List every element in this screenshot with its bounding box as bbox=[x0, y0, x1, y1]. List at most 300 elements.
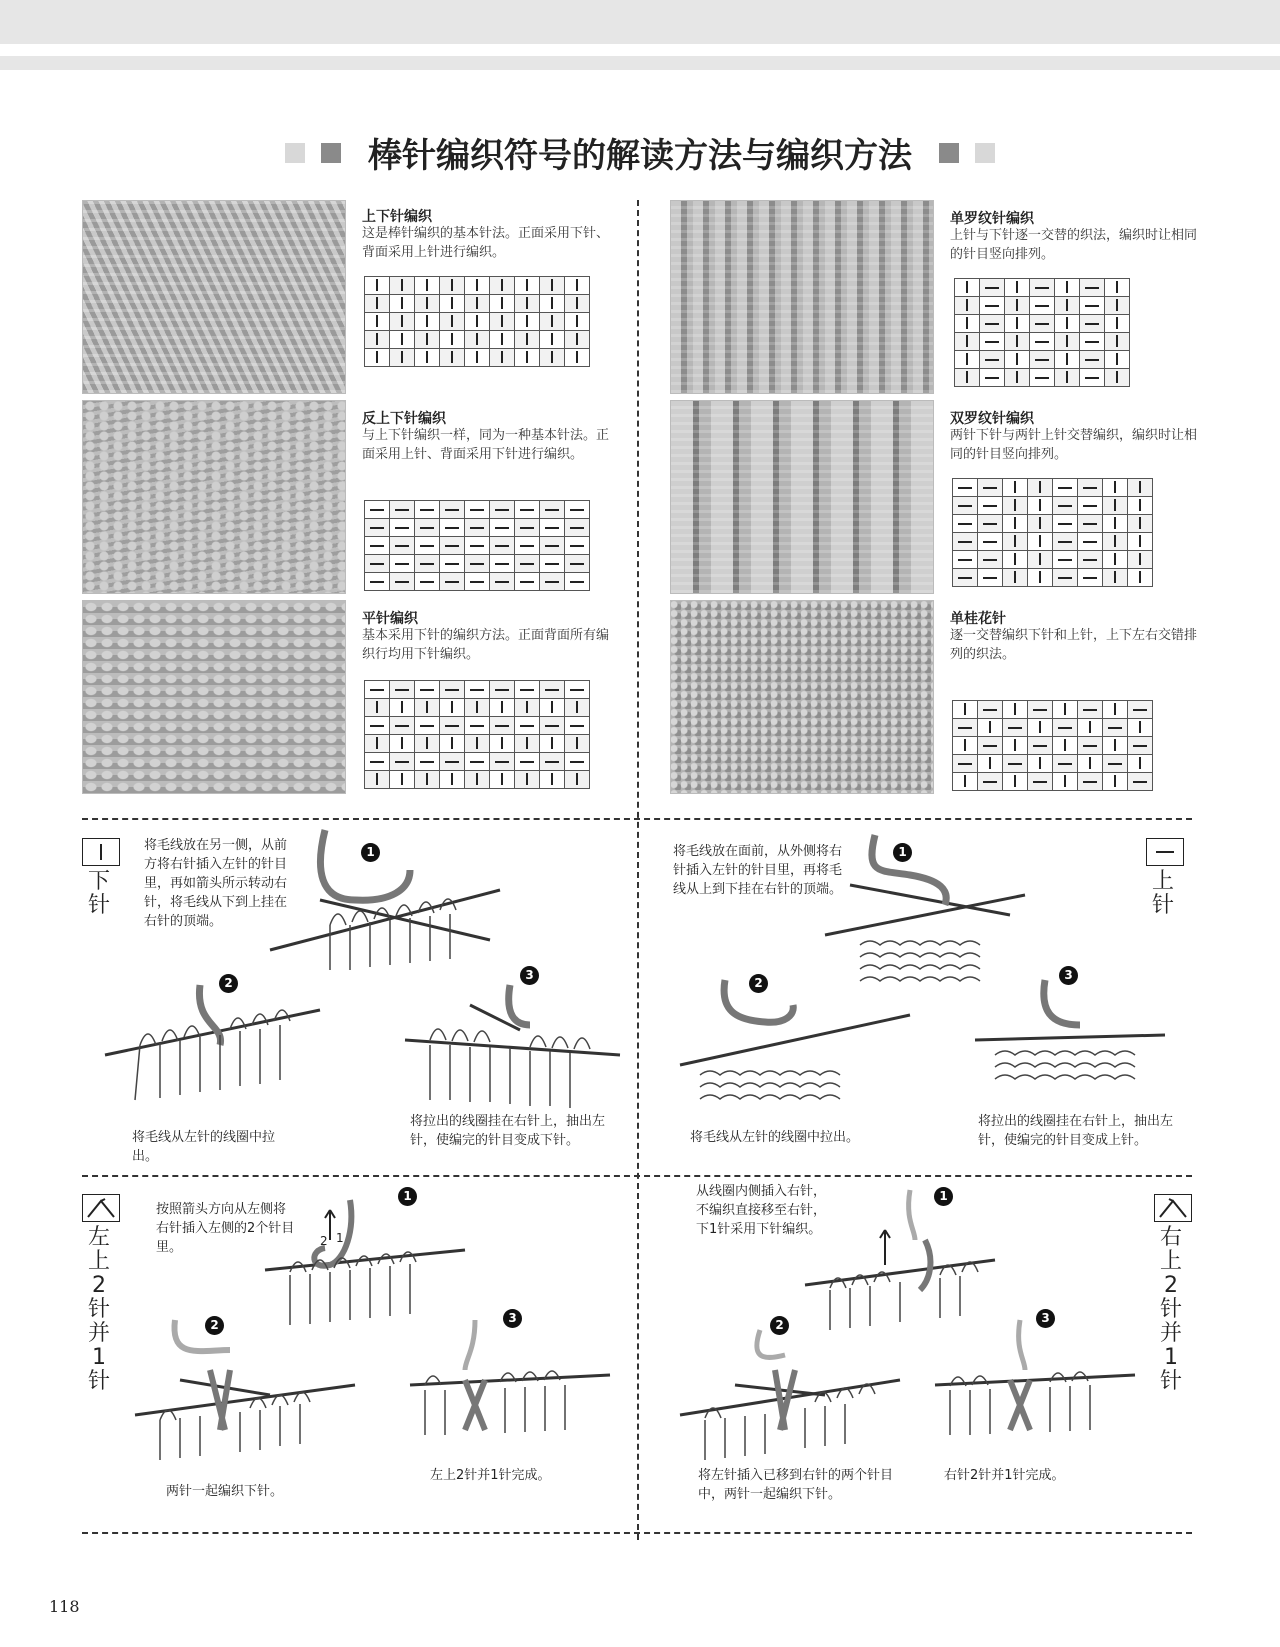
knit-symbol-icon bbox=[551, 737, 553, 749]
purl-symbol-icon bbox=[395, 725, 409, 727]
chart-cell bbox=[490, 573, 515, 591]
chart-cell bbox=[540, 573, 565, 591]
purl-symbol-icon bbox=[395, 581, 409, 583]
chart-cell bbox=[1053, 755, 1078, 773]
knit-symbol-icon bbox=[551, 279, 553, 291]
chart-cell bbox=[540, 501, 565, 519]
chart-cell bbox=[1080, 333, 1105, 351]
chart-cell bbox=[953, 533, 978, 551]
knit-symbol-icon bbox=[964, 703, 966, 715]
knit-symbol-icon bbox=[501, 315, 503, 327]
knit-symbol-icon bbox=[501, 773, 503, 785]
chart-cell bbox=[440, 573, 465, 591]
purl-symbol-icon bbox=[1156, 851, 1174, 853]
knit-symbol-icon bbox=[1089, 721, 1091, 733]
top-band bbox=[0, 0, 1280, 44]
purl-symbol-icon bbox=[470, 581, 484, 583]
chart-cell bbox=[490, 753, 515, 771]
knit-symbol-icon bbox=[551, 701, 553, 713]
chart-cell bbox=[490, 717, 515, 735]
chart-cell bbox=[465, 735, 490, 753]
purl-symbol-icon bbox=[958, 727, 972, 729]
purl-symbol-icon bbox=[370, 563, 384, 565]
knit-symbol-icon bbox=[401, 333, 403, 345]
purl-symbol-icon bbox=[470, 563, 484, 565]
knit-symbol-icon bbox=[1114, 739, 1116, 751]
chart-cell bbox=[465, 771, 490, 789]
chart-cell bbox=[1080, 297, 1105, 315]
knit-symbol-icon bbox=[1139, 721, 1141, 733]
chart-row bbox=[953, 773, 1153, 791]
chart-row bbox=[365, 501, 590, 519]
chart-cell bbox=[978, 533, 1003, 551]
chart-cell bbox=[1055, 315, 1080, 333]
chart-cell bbox=[978, 737, 1003, 755]
chart-cell bbox=[490, 771, 515, 789]
purl-symbol-icon bbox=[420, 581, 434, 583]
chart-cell bbox=[565, 277, 590, 295]
stitch-desc: 逐一交替编织下针和上针，上下左右交错排列的织法。 bbox=[950, 628, 1198, 662]
chart-cell bbox=[1053, 479, 1078, 497]
chart-cell bbox=[365, 537, 390, 555]
chart-cell bbox=[540, 519, 565, 537]
deco-square-icon bbox=[285, 143, 305, 163]
title-bar bbox=[0, 128, 1280, 188]
chart-cell bbox=[955, 315, 980, 333]
ssk-symbol-icon bbox=[1155, 1195, 1191, 1221]
chart-cell bbox=[515, 699, 540, 717]
chart-cell bbox=[390, 753, 415, 771]
purl-symbol-icon bbox=[985, 377, 999, 379]
chart-cell bbox=[980, 279, 1005, 297]
knit-symbol-icon bbox=[1114, 535, 1116, 547]
technique-label-purl: 上针 bbox=[1151, 869, 1174, 918]
purl-symbol-icon bbox=[495, 527, 509, 529]
knit-symbol-icon bbox=[401, 279, 403, 291]
page-title: 棒针编织符号的解读方法与编织方法 bbox=[368, 136, 912, 176]
purl-symbol-icon bbox=[958, 577, 972, 579]
purl-symbol-icon bbox=[420, 563, 434, 565]
knit-symbol-icon bbox=[576, 351, 578, 363]
chart-cell bbox=[565, 537, 590, 555]
chart-cell bbox=[415, 681, 440, 699]
step-number-1: 1 bbox=[893, 843, 912, 862]
chart-cell bbox=[465, 753, 490, 771]
chart-cell bbox=[415, 735, 440, 753]
purl-symbol-icon bbox=[983, 505, 997, 507]
knit-symbol-icon bbox=[376, 333, 378, 345]
purl-symbol-icon bbox=[545, 509, 559, 511]
chart-cell bbox=[1003, 515, 1028, 533]
chart-cell bbox=[1128, 569, 1153, 587]
chart-cell bbox=[540, 753, 565, 771]
stitch-chart bbox=[954, 278, 1130, 387]
chart-cell bbox=[440, 501, 465, 519]
purl-step1-note: 将毛线放在面前，从外侧将右针插入左针的针目里，再将毛线从上到下挂在右针的顶端。 bbox=[673, 844, 843, 897]
purl-symbol-icon bbox=[545, 563, 559, 565]
stitch-desc: 与上下针编织一样，同为一种基本针法。正面采用上针、背面采用下针进行编织。 bbox=[362, 428, 610, 462]
knit-symbol-icon bbox=[576, 279, 578, 291]
knit-symbol-icon bbox=[1039, 571, 1041, 583]
chart-row bbox=[365, 277, 590, 295]
knit-symbol-icon bbox=[426, 737, 428, 749]
chart-cell bbox=[440, 331, 465, 349]
chart-cell bbox=[1028, 551, 1053, 569]
knit-symbol-icon bbox=[426, 701, 428, 713]
knit-symbol-icon bbox=[401, 701, 403, 713]
chart-cell bbox=[1078, 701, 1103, 719]
chart-cell bbox=[565, 681, 590, 699]
step-number-3: 3 bbox=[520, 966, 539, 985]
knit-symbol-icon bbox=[1139, 481, 1141, 493]
chart-cell bbox=[390, 313, 415, 331]
purl-symbol-icon bbox=[420, 761, 434, 763]
chart-cell bbox=[1128, 533, 1153, 551]
purl-symbol-icon bbox=[983, 523, 997, 525]
knit-symbol-icon bbox=[451, 315, 453, 327]
stitch-chart bbox=[364, 680, 590, 789]
chart-cell bbox=[1053, 737, 1078, 755]
chart-cell bbox=[465, 717, 490, 735]
chart-cell bbox=[565, 501, 590, 519]
purl-symbol-icon bbox=[495, 563, 509, 565]
chart-cell bbox=[515, 717, 540, 735]
chart-row bbox=[955, 315, 1130, 333]
stitch-desc: 基本采用下针的编织方法。正面背面所有编织行均用下针编织。 bbox=[362, 628, 610, 662]
knit-symbol-icon bbox=[476, 701, 478, 713]
chart-cell bbox=[440, 519, 465, 537]
knit-symbol-icon bbox=[1139, 499, 1141, 511]
purl-symbol-icon bbox=[570, 761, 584, 763]
chart-cell bbox=[1003, 773, 1028, 791]
knit-symbol-icon bbox=[1116, 353, 1118, 365]
chart-cell bbox=[390, 681, 415, 699]
purl-symbol-icon bbox=[1085, 359, 1099, 361]
knit-symbol-icon bbox=[1014, 517, 1016, 529]
chart-cell bbox=[1053, 515, 1078, 533]
chart-cell bbox=[490, 555, 515, 573]
stitch-chart bbox=[364, 500, 590, 591]
knit-symbol-icon bbox=[1016, 335, 1018, 347]
chart-cell bbox=[490, 501, 515, 519]
chart-cell bbox=[540, 555, 565, 573]
purl-symbol-icon bbox=[370, 761, 384, 763]
purl-symbol-icon bbox=[985, 359, 999, 361]
stitch-chart bbox=[952, 478, 1153, 587]
knit-symbol-icon bbox=[1014, 499, 1016, 511]
purl-symbol-icon bbox=[983, 487, 997, 489]
chart-cell bbox=[1055, 369, 1080, 387]
purl-symbol-icon bbox=[445, 581, 459, 583]
vertical-divider bbox=[637, 200, 639, 1540]
chart-cell bbox=[1030, 369, 1055, 387]
purl-symbol-icon bbox=[1058, 541, 1072, 543]
step-number-2: 2 bbox=[770, 1316, 789, 1335]
swatch-photo-stockinette bbox=[82, 200, 346, 394]
purl-symbol-icon bbox=[545, 527, 559, 529]
purl-symbol-icon bbox=[545, 725, 559, 727]
purl-symbol-icon bbox=[445, 527, 459, 529]
knit-symbol-icon bbox=[1114, 571, 1116, 583]
purl-symbol-icon bbox=[1058, 523, 1072, 525]
purl-symbol-icon bbox=[985, 305, 999, 307]
chart-cell bbox=[1003, 569, 1028, 587]
chart-cell bbox=[515, 771, 540, 789]
chart-cell bbox=[490, 313, 515, 331]
purl-symbol-icon bbox=[1035, 341, 1049, 343]
chart-cell bbox=[1128, 773, 1153, 791]
purl-symbol-icon bbox=[570, 545, 584, 547]
chart-cell bbox=[415, 349, 440, 367]
chart-cell bbox=[1028, 479, 1053, 497]
purl-symbol-icon bbox=[958, 541, 972, 543]
chart-cell bbox=[565, 555, 590, 573]
knit-symbol-icon bbox=[376, 315, 378, 327]
knit-symbol-icon bbox=[451, 773, 453, 785]
stitch-title: 上下针编织 bbox=[362, 209, 432, 225]
knit-symbol-icon bbox=[576, 701, 578, 713]
horizontal-divider bbox=[82, 1532, 1192, 1534]
chart-cell bbox=[465, 501, 490, 519]
chart-cell bbox=[953, 701, 978, 719]
purl-symbol-icon bbox=[420, 689, 434, 691]
purl-symbol-icon bbox=[1108, 727, 1122, 729]
purl-symbol-icon bbox=[1085, 287, 1099, 289]
purl-symbol-icon bbox=[1085, 377, 1099, 379]
purl-symbol-icon bbox=[1083, 709, 1097, 711]
chart-cell bbox=[490, 519, 515, 537]
knit-symbol-icon bbox=[476, 315, 478, 327]
chart-cell bbox=[1028, 569, 1053, 587]
knit-symbol-icon bbox=[1039, 517, 1041, 529]
chart-row bbox=[955, 351, 1130, 369]
purl-symbol-icon bbox=[470, 545, 484, 547]
chart-cell bbox=[565, 295, 590, 313]
chart-cell bbox=[1103, 515, 1128, 533]
knit-symbol-icon bbox=[426, 297, 428, 309]
chart-cell bbox=[440, 717, 465, 735]
chart-cell bbox=[1003, 737, 1028, 755]
k2tog-step3-note: 左上2针并1针完成。 bbox=[430, 1468, 551, 1483]
knit-symbol-icon bbox=[451, 701, 453, 713]
ssk-step3-illustration bbox=[930, 1320, 1140, 1440]
knit-symbol-icon bbox=[501, 701, 503, 713]
purl-symbol-icon bbox=[445, 563, 459, 565]
chart-cell bbox=[415, 717, 440, 735]
chart-cell bbox=[1028, 773, 1053, 791]
chart-cell bbox=[365, 681, 390, 699]
chart-cell bbox=[390, 349, 415, 367]
chart-cell bbox=[540, 717, 565, 735]
chart-cell bbox=[1053, 569, 1078, 587]
chart-cell bbox=[365, 735, 390, 753]
chart-cell bbox=[1078, 551, 1103, 569]
purl-symbol-icon bbox=[520, 509, 534, 511]
knit-symbol-icon bbox=[451, 333, 453, 345]
chart-cell bbox=[390, 699, 415, 717]
chart-cell bbox=[1105, 315, 1130, 333]
chart-cell bbox=[415, 573, 440, 591]
chart-cell bbox=[980, 297, 1005, 315]
purl-symbol-icon bbox=[445, 725, 459, 727]
knit-symbol-icon bbox=[426, 279, 428, 291]
chart-row bbox=[365, 681, 590, 699]
purl-step3-note: 将拉出的线圈挂在右针上，抽出左针，使编完的针目变成上针。 bbox=[978, 1114, 1174, 1148]
knit-symbol-icon bbox=[1116, 299, 1118, 311]
chart-cell bbox=[415, 771, 440, 789]
chart-row bbox=[953, 719, 1153, 737]
chart-row bbox=[365, 313, 590, 331]
purl-symbol-icon bbox=[985, 287, 999, 289]
knit-symbol-icon bbox=[426, 333, 428, 345]
chart-cell bbox=[515, 519, 540, 537]
knit-symbol-icon bbox=[966, 353, 968, 365]
chart-cell bbox=[955, 333, 980, 351]
chart-cell bbox=[515, 537, 540, 555]
chart-cell bbox=[465, 537, 490, 555]
chart-cell bbox=[1030, 351, 1055, 369]
chart-cell bbox=[415, 519, 440, 537]
chart-cell bbox=[565, 699, 590, 717]
knit-symbol-icon bbox=[1066, 281, 1068, 293]
purl-symbol-icon bbox=[983, 559, 997, 561]
k2tog-symbol-icon bbox=[83, 1195, 119, 1221]
stitch-title: 双罗纹针编织 bbox=[950, 411, 1034, 427]
stitch-title: 反上下针编织 bbox=[362, 411, 446, 427]
chart-cell bbox=[1103, 479, 1128, 497]
chart-cell bbox=[1105, 279, 1130, 297]
ssk-symbol-box bbox=[1154, 1194, 1192, 1222]
step-number-2: 2 bbox=[219, 974, 238, 993]
purl-symbol-icon bbox=[1133, 781, 1147, 783]
knit-symbol-icon bbox=[1014, 535, 1016, 547]
chart-cell bbox=[540, 349, 565, 367]
chart-cell bbox=[465, 519, 490, 537]
chart-cell bbox=[1128, 497, 1153, 515]
k2tog-step1-illustration bbox=[260, 1190, 470, 1330]
chart-cell bbox=[978, 479, 1003, 497]
chart-cell bbox=[440, 537, 465, 555]
chart-cell bbox=[1028, 719, 1053, 737]
knit-symbol-icon bbox=[1014, 481, 1016, 493]
knit-symbol-icon bbox=[1114, 481, 1116, 493]
chart-cell bbox=[565, 735, 590, 753]
knit-symbol-icon bbox=[1116, 281, 1118, 293]
chart-cell bbox=[1128, 737, 1153, 755]
knit-symbol-icon bbox=[526, 297, 528, 309]
chart-cell bbox=[515, 331, 540, 349]
purl-step3-illustration bbox=[970, 980, 1170, 1100]
knit-symbol-icon bbox=[1039, 481, 1041, 493]
chart-cell bbox=[1078, 569, 1103, 587]
chart-cell bbox=[1103, 755, 1128, 773]
chart-cell bbox=[440, 735, 465, 753]
step-number-3: 3 bbox=[503, 1309, 522, 1328]
horizontal-divider bbox=[82, 1175, 1192, 1177]
chart-cell bbox=[440, 555, 465, 573]
chart-cell bbox=[540, 537, 565, 555]
chart-cell bbox=[980, 333, 1005, 351]
chart-cell bbox=[1078, 479, 1103, 497]
purl-symbol-icon bbox=[958, 505, 972, 507]
purl-symbol-icon bbox=[520, 689, 534, 691]
chart-cell bbox=[440, 313, 465, 331]
chart-row bbox=[365, 735, 590, 753]
chart-cell bbox=[978, 515, 1003, 533]
purl-symbol-icon bbox=[958, 487, 972, 489]
stitch-chart bbox=[952, 700, 1153, 791]
chart-row bbox=[953, 515, 1153, 533]
chart-cell bbox=[365, 771, 390, 789]
purl-symbol-icon bbox=[395, 545, 409, 547]
chart-cell bbox=[978, 701, 1003, 719]
chart-cell bbox=[515, 735, 540, 753]
knit-symbol-icon bbox=[964, 775, 966, 787]
purl-symbol-icon bbox=[1035, 323, 1049, 325]
chart-row bbox=[953, 755, 1153, 773]
knit-symbol-icon bbox=[426, 773, 428, 785]
knit-symbol-icon bbox=[576, 297, 578, 309]
purl-symbol-icon bbox=[958, 763, 972, 765]
chart-cell bbox=[390, 331, 415, 349]
chart-cell bbox=[953, 515, 978, 533]
purl-symbol-icon bbox=[545, 761, 559, 763]
chart-cell bbox=[1078, 533, 1103, 551]
knit-symbol-icon bbox=[476, 773, 478, 785]
chart-cell bbox=[978, 569, 1003, 587]
knit-symbol-icon bbox=[1014, 775, 1016, 787]
knit-symbol-icon bbox=[526, 701, 528, 713]
purl-symbol-icon bbox=[420, 509, 434, 511]
page-number: 118 bbox=[49, 1597, 80, 1616]
chart-cell bbox=[490, 331, 515, 349]
swatch-photo-1x1-rib bbox=[670, 200, 934, 394]
chart-cell bbox=[1078, 497, 1103, 515]
top-band-thin bbox=[0, 56, 1280, 70]
chart-cell bbox=[1003, 533, 1028, 551]
knit-symbol-icon bbox=[1116, 371, 1118, 383]
purl-symbol-icon bbox=[1085, 305, 1099, 307]
knit-symbol-icon bbox=[526, 333, 528, 345]
technique-label-knit: 下针 bbox=[87, 869, 110, 918]
knit-symbol-icon bbox=[1139, 553, 1141, 565]
purl-symbol-icon bbox=[420, 527, 434, 529]
knit-symbol-icon bbox=[576, 773, 578, 785]
chart-cell bbox=[465, 331, 490, 349]
chart-cell bbox=[390, 717, 415, 735]
stitch-desc: 这是棒针编织的基本针法。正面采用下针、背面采用上针进行编织。 bbox=[362, 226, 610, 260]
purl-symbol-icon bbox=[420, 725, 434, 727]
knit-symbol-icon bbox=[1139, 757, 1141, 769]
chart-cell bbox=[540, 277, 565, 295]
knit-symbol-icon bbox=[966, 299, 968, 311]
chart-cell bbox=[565, 573, 590, 591]
chart-cell bbox=[365, 313, 390, 331]
purl-symbol-icon bbox=[1058, 727, 1072, 729]
knit-symbol-icon bbox=[451, 279, 453, 291]
knit-symbol-icon bbox=[1016, 353, 1018, 365]
chart-row bbox=[953, 497, 1153, 515]
knit-symbol-icon bbox=[501, 333, 503, 345]
purl-symbol-icon bbox=[370, 689, 384, 691]
chart-cell bbox=[565, 313, 590, 331]
knit-symbol-icon bbox=[1039, 499, 1041, 511]
purl-symbol-icon bbox=[545, 581, 559, 583]
knit-symbol-icon bbox=[1014, 739, 1016, 751]
chart-row bbox=[365, 349, 590, 367]
purl-symbol-icon bbox=[1083, 781, 1097, 783]
chart-cell bbox=[1078, 773, 1103, 791]
